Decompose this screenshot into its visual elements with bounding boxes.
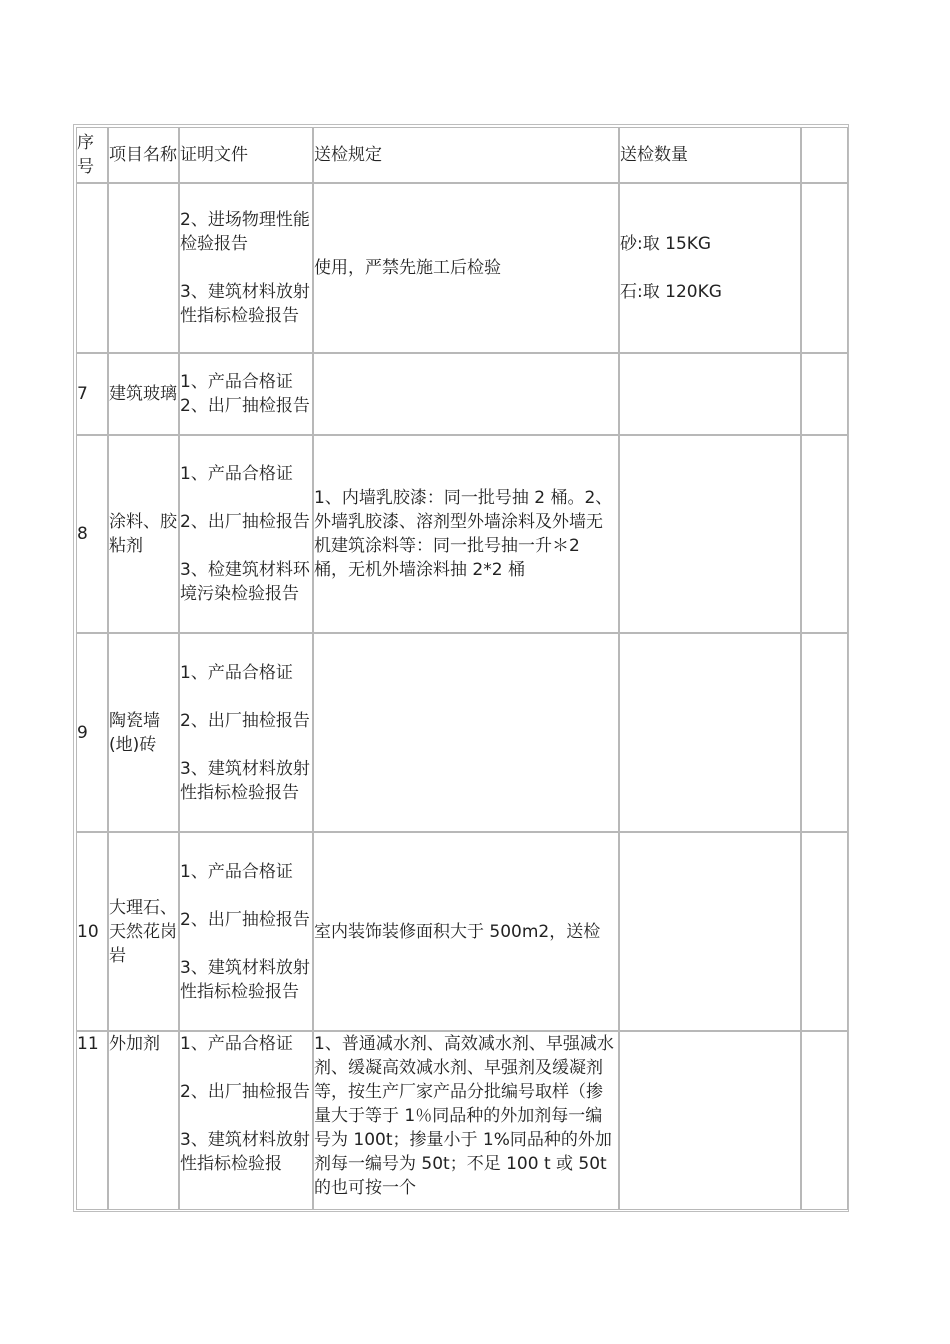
row-6-extra-cell	[801, 1031, 848, 1210]
row-5-no-cell	[76, 832, 108, 1031]
header-cell-extra	[801, 127, 848, 183]
row-1-extra-cell	[801, 183, 848, 353]
row-3-name-cell-text: 涂料、胶粘剂	[109, 512, 177, 556]
header-cell-rule-text: 送检规定	[314, 145, 382, 165]
row-3-rule-cell-text: 1、内墙乳胶漆：同一批号抽 2 桶。2、外墙乳胶漆、溶剂型外墙涂料及外墙无机建筑涂料等：同一批号抽一升＊2 桶，无机外墙涂料抽 2*2 桶	[314, 488, 613, 580]
header-cell-docs	[179, 127, 313, 183]
header-cell-qty-text: 送检数量	[620, 145, 688, 165]
row-2-name-cell-text: 建筑玻璃	[109, 384, 177, 404]
row-4-docs-cell	[179, 633, 313, 832]
row-6-rule-cell	[313, 1031, 619, 1210]
row-6-rule-cell-text: 1、普通减水剂、高效减水剂、早强减水剂、缓凝高效减水剂、早强剂及缓凝剂等，按生产厂家产品分批编号取样（掺量大于等于 1％同品种的外加剂每一编号为 100t；掺量小于 1%同品种的外加剂每一编号为 50t；不足 100 t 或 50t 的也可按一个	[314, 1034, 614, 1198]
row-6-no-cell-text: 11	[77, 1034, 99, 1054]
row-1-rule-cell	[313, 183, 619, 353]
row-6-no-cell	[76, 1031, 108, 1210]
row-3-extra-cell	[801, 435, 848, 633]
row-4-extra-cell	[801, 633, 848, 832]
row-5-name-cell	[108, 832, 179, 1031]
row-5-qty-cell	[619, 832, 801, 1031]
row-5-docs-cell-text: 1、产品合格证 2、出厂抽检报告 3、建筑材料放射性指标检验报告	[180, 861, 310, 1002]
row-3-no-cell-text: 8	[77, 524, 88, 544]
row-3-no-cell	[76, 435, 108, 633]
row-6-name-cell	[108, 1031, 179, 1210]
row-1-qty-cell	[619, 183, 801, 353]
row-6-docs-cell	[179, 1031, 313, 1210]
header-cell-qty	[619, 127, 801, 183]
row-6-docs-cell-text: 1、产品合格证 2、出厂抽检报告 3、建筑材料放射性指标检验报	[180, 1034, 310, 1174]
row-4-no-cell	[76, 633, 108, 832]
row-1-qty-cell-text: 砂:取 15KG 石:取 120KG	[620, 234, 722, 302]
row-5-no-cell-text: 10	[77, 921, 99, 942]
row-2-docs-cell	[179, 353, 313, 435]
row-5-name-cell-text: 大理石、天然花岗岩	[109, 897, 177, 966]
row-4-qty-cell	[619, 633, 801, 832]
materials-inspection-table	[73, 124, 849, 1212]
row-1-rule-cell-text: 使用，严禁先施工后检验	[314, 258, 501, 278]
row-4-no-cell-text: 9	[77, 722, 88, 743]
row-2-no-cell-text: 7	[77, 384, 88, 404]
row-2-no-cell	[76, 353, 108, 435]
row-3-rule-cell	[313, 435, 619, 633]
row-1-name-cell	[108, 183, 179, 353]
row-2-docs-cell-text: 1、产品合格证 2、出厂抽检报告	[180, 372, 310, 416]
row-3-qty-cell	[619, 435, 801, 633]
header-cell-docs-text: 证明文件	[180, 145, 248, 165]
row-6-qty-cell	[619, 1031, 801, 1210]
row-2-rule-cell	[313, 353, 619, 435]
header-cell-no-text: 序号	[77, 133, 94, 177]
row-3-docs-cell	[179, 435, 313, 633]
row-5-rule-cell	[313, 832, 619, 1031]
row-3-docs-cell-text: 1、产品合格证 2、出厂抽检报告 3、检建筑材料环境污染检验报告	[180, 464, 310, 604]
row-5-extra-cell	[801, 832, 848, 1031]
row-5-docs-cell	[179, 832, 313, 1031]
row-1-docs-cell	[179, 183, 313, 353]
row-2-name-cell	[108, 353, 179, 435]
header-cell-no	[76, 127, 108, 183]
header-cell-name	[108, 127, 179, 183]
header-cell-name-text: 项目名称	[109, 145, 177, 165]
row-4-name-cell-text: 陶瓷墙(地)砖	[109, 710, 160, 755]
row-5-rule-cell-text: 室内装饰装修面积大于 500m2，送检	[314, 921, 601, 942]
row-6-name-cell-text: 外加剂	[109, 1034, 160, 1054]
row-1-no-cell	[76, 183, 108, 353]
row-2-qty-cell	[619, 353, 801, 435]
row-4-rule-cell	[313, 633, 619, 832]
row-1-docs-cell-text: 2、进场物理性能检验报告 3、建筑材料放射性指标检验报告	[180, 210, 310, 326]
row-4-docs-cell-text: 1、产品合格证 2、出厂抽检报告 3、建筑材料放射性指标检验报告	[180, 662, 310, 803]
row-4-name-cell	[108, 633, 179, 832]
row-3-name-cell	[108, 435, 179, 633]
row-2-extra-cell	[801, 353, 848, 435]
header-cell-rule	[313, 127, 619, 183]
